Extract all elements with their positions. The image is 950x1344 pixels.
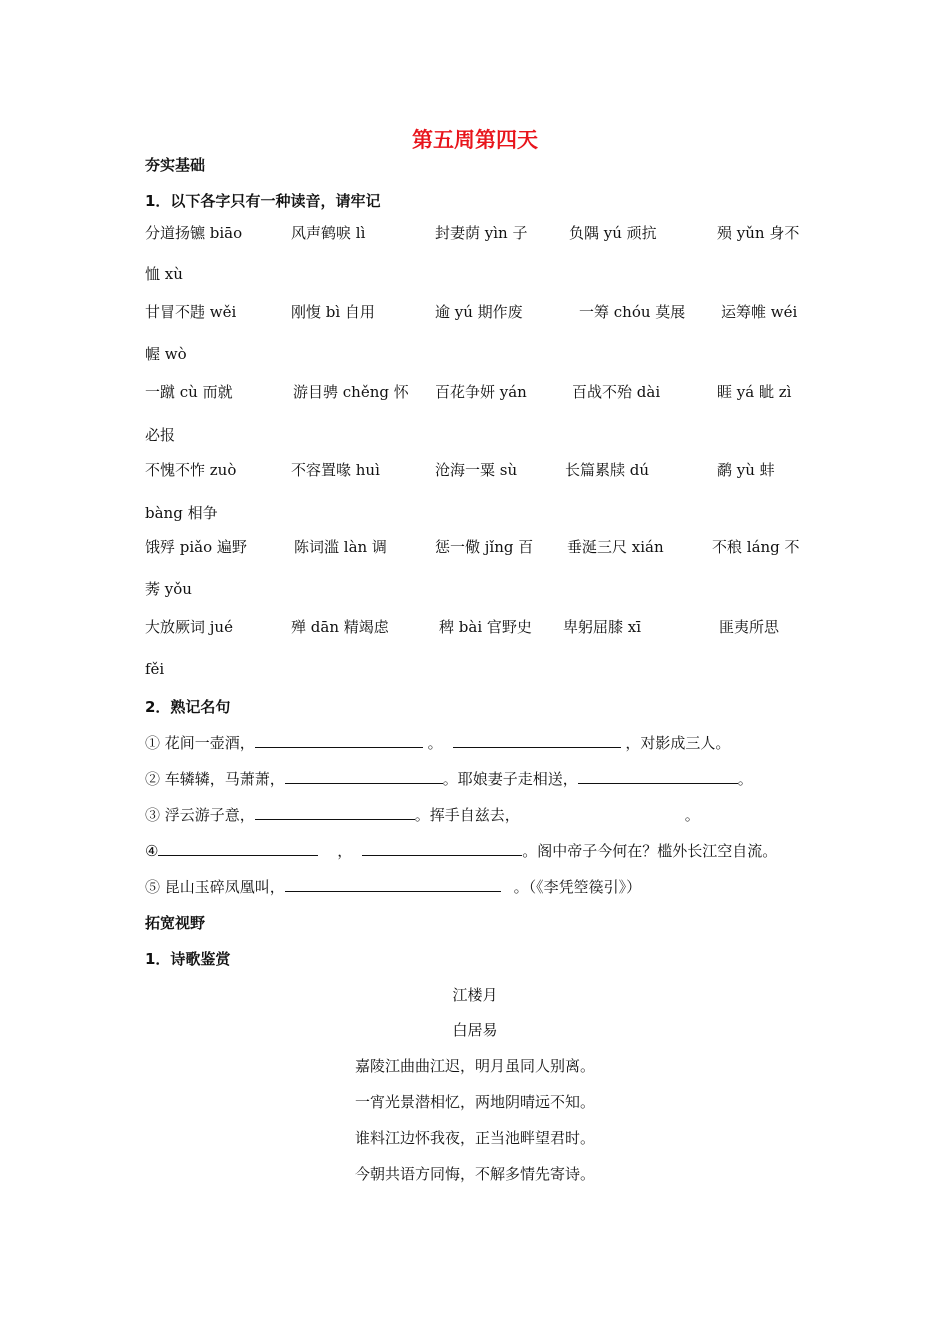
quote-text: 。 [427,734,443,752]
quote-line-2 [145,768,753,789]
vocab-row [145,616,825,640]
vocab-item: 游目骋 chěng 怀 [293,383,409,401]
vocab-item: 大放厥词 jué [145,618,233,636]
quote-text: ① 花间一壶酒， [145,734,255,752]
vocab-continuation: 必报 [145,426,176,444]
answer-blank[interactable] [255,805,415,820]
quote-text: ④ [145,842,159,860]
quote-text: 。挥手自兹去， [414,806,520,824]
vocab-item: 一蹴 cù 而就 [145,383,233,401]
quote-text: ⑤ 昆山玉碎凤凰叫， [145,878,285,896]
vocab-item: 运筹帷 wéi [721,303,798,321]
quote-line-4 [145,840,777,861]
vocab-item: 殚 dān 精竭虑 [291,618,389,636]
question-2-heading: 2．熟记名句 [145,698,231,716]
poem-author: 白居易 [452,1021,498,1039]
section-heading-basics: 夯实基础 [145,156,206,174]
vocab-item: 百花争妍 yán [435,383,527,401]
page-title: 第五周第四天 [412,128,538,152]
vocab-row [145,301,825,325]
vocab-item: 不容置喙 huì [291,461,380,479]
answer-blank[interactable] [578,769,738,784]
vocab-item: 饿殍 piǎo 遍野 [145,538,247,556]
quote-text: ， [337,842,353,860]
vocab-item: 刚愎 bì 自用 [291,303,375,321]
vocab-item: 分道扬镳 biāo [145,224,243,242]
vocab-item: 封妻荫 yìn 子 [435,224,528,242]
vocab-continuation: 幄 wò [145,345,187,363]
vocab-row [145,222,825,246]
question-1-heading: 1．以下各字只有一种读音，请牢记 [145,192,381,210]
vocab-continuation: bàng 相争 [145,504,218,522]
vocab-item: 卑躬屈膝 xī [563,618,642,636]
quote-text: ③ 浮云游子意， [145,806,255,824]
vocab-row [145,536,825,560]
section-heading-broaden: 拓宽视野 [145,914,206,932]
poem-line: 今朝共语方同悔，不解多情先寄诗。 [354,1165,595,1183]
quote-text: 。耶娘妻子走相送， [442,770,578,788]
quote-line-5 [145,876,641,897]
vocab-item: 睚 yá 眦 zì [717,383,792,401]
answer-blank[interactable] [362,841,522,856]
vocab-item: 长篇累牍 dú [565,461,650,479]
vocab-continuation: 莠 yǒu [145,580,192,598]
quote-line-3 [145,804,700,825]
vocab-item: 不愧不怍 zuò [145,461,237,479]
answer-blank[interactable] [285,769,443,784]
vocab-row [145,381,825,405]
vocab-item: 负隅 yú 顽抗 [569,224,657,242]
poem-line: 嘉陵江曲曲江迟，明月虽同人别离。 [354,1057,595,1075]
vocab-item: 垂涎三尺 xián [567,538,664,556]
answer-blank[interactable] [453,733,621,748]
vocab-item: 殒 yǔn 身不 [717,224,800,242]
vocab-row [145,459,825,483]
quote-text: ② 车辚辚，马萧萧， [145,770,285,788]
quote-text: 。（《李凭箜篌引》） [513,878,642,896]
vocab-item: 不稂 láng 不 [712,538,800,556]
quote-text: 。 [684,806,700,824]
answer-blank[interactable] [255,733,423,748]
vocab-item: 一筹 chóu 莫展 [579,303,686,321]
quote-text: ，对影成三人。 [625,734,731,752]
poetry-question-heading: 1．诗歌鉴赏 [145,950,231,968]
answer-blank[interactable] [158,841,318,856]
vocab-item: 百战不殆 dài [572,383,661,401]
poem-line: 一宵光景潜相忆，两地阴晴远不知。 [354,1093,595,1111]
quote-line-1 [145,732,730,753]
vocab-item: 风声鹤唳 lì [291,224,366,242]
vocab-item: 鹬 yù 蚌 [717,461,775,479]
vocab-item: 甘冒不韪 wěi [145,303,237,321]
vocab-item: 陈词滥 làn 调 [294,538,387,556]
vocab-continuation: 恤 xù [145,265,183,283]
poem-title: 江楼月 [452,986,498,1004]
vocab-item: 沧海一粟 sù [435,461,518,479]
answer-blank[interactable] [285,877,501,892]
vocab-item: 稗 bài 官野史 [439,618,532,636]
quote-text: 。阁中帝子今何在？槛外长江空自流。 [522,842,778,860]
vocab-item: 匪夷所思 [719,618,780,636]
poem-line: 谁料江边怀我夜，正当池畔望君时。 [354,1129,595,1147]
quote-text: 。 [737,770,753,788]
vocab-item: 惩一儆 jǐng 百 [435,538,534,556]
vocab-item: 逾 yú 期作废 [435,303,523,321]
vocab-continuation: fěi [145,660,165,678]
